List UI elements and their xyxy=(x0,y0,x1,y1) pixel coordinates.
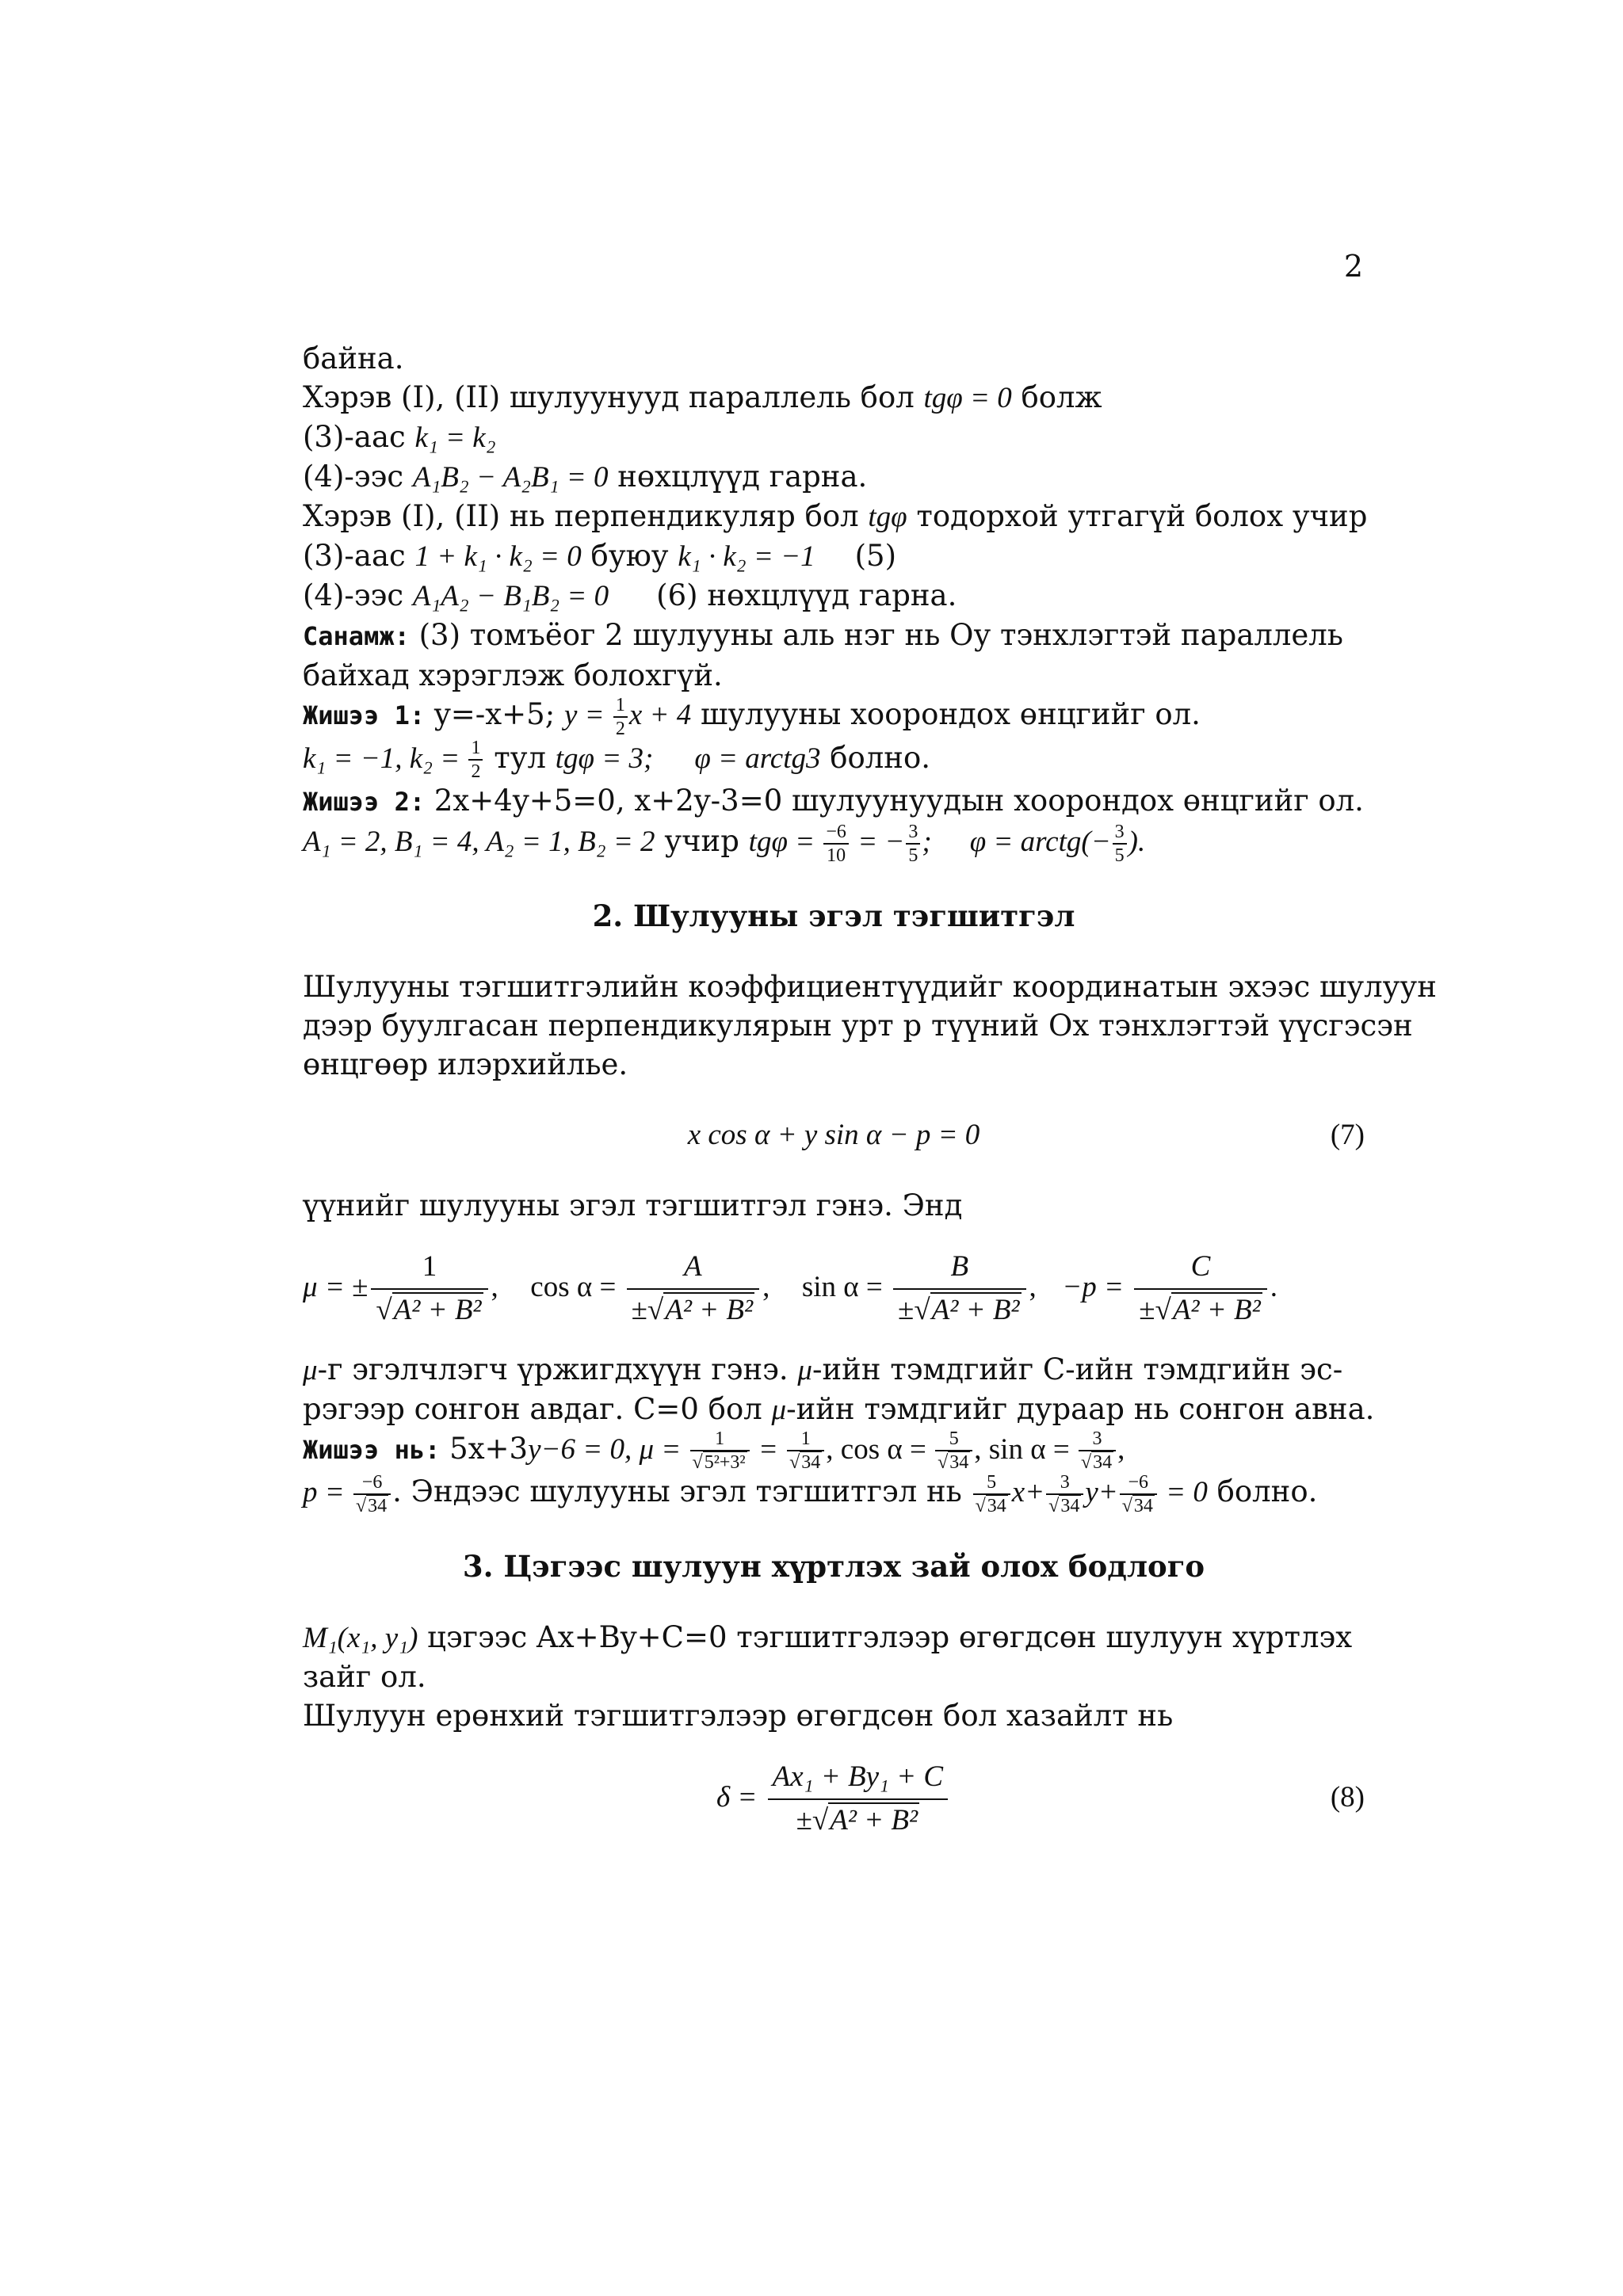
paragraph-line: Шулуун ерөнхий тэгшитгэлээр өгөгдсөн бол хазайлт нь xyxy=(303,1698,1174,1733)
fraction: $\frac{1}{\text{√A² + B²}}$ xyxy=(371,1251,487,1326)
equation-8: δ = $\frac{\text{Ax₁ + By₁ + C}}{\text{±√A² + B²}}$ (8) xyxy=(303,1754,1365,1841)
text-line: (4)-ээс A₁B₂ − A₂B₁ = 0 нөхцлүүд гарна. xyxy=(303,460,868,494)
page-content xyxy=(303,339,1437,1841)
fraction: $\frac{1}{√34}$ xyxy=(787,1429,824,1472)
paragraph-line: рэгээр сонгон авдаг. С=0 бол μ-ийн тэмдгийг дураар нь сонгон авна. xyxy=(303,1391,1375,1426)
fraction: $\frac{C}{\text{±√A² + B²}}$ xyxy=(1134,1251,1266,1326)
example-line: Жишээ нь: 5x+3y−6 = 0, μ = $\frac{1}{\text{√5²+3²}}$ = $\frac{1}{√34}$ , cos α = $\frac{5}{√34}$ , sin α = $\frac{3}{√34}$ , xyxy=(303,1428,1125,1473)
note-line: байхад хэрэглэж болохгүй. xyxy=(303,658,723,692)
section-heading: 3. Цэгээс шулуун хүртлэх зай олох бодлого xyxy=(462,1548,1205,1584)
example-line: Жишээ 2: 2x+4y+5=0, x+2y-3=0 шулуунуудын хоорондох өнцгийг ол. xyxy=(303,784,1364,818)
paragraph-line: Шулууны тэгшитгэлийн коэффициентүүдийг координатын эхээс шулуун xyxy=(303,969,1437,1004)
fraction: $\frac{A}{\text{±√A² + B²}}$ xyxy=(627,1251,759,1326)
example-line: Жишээ 1: y=-x+5; y = $\frac{1}{2}$ x + 4 шулууны хоорондох өнцгийг ол. xyxy=(303,694,1201,739)
text-line: Хэрэв (I), (II) нь перпендикуляр бол tgφ тодорхой утгагүй болох учир xyxy=(303,499,1368,533)
section-heading: 2. Шулууны эгэл тэгшитгэл xyxy=(592,898,1075,933)
equation-7: x cos α + y sin α − p = 0 (7) xyxy=(303,1116,1365,1154)
fraction: $\frac{-6}{√34}$ xyxy=(353,1473,391,1516)
paragraph-line: зайг ол. xyxy=(303,1659,426,1694)
fraction: $\frac{\text{Ax₁ + By₁ + C}}{\text{±√A² + B²}}$ xyxy=(768,1761,948,1836)
text-line: (4)-ээс A₁A₂ − B₁B₂ = 0 (6) нөхцлүүд гарна. xyxy=(303,578,957,612)
fraction: $\frac{3}{√34}$ xyxy=(1046,1473,1083,1516)
equation-number: (7) xyxy=(1330,1118,1365,1151)
fraction: $\frac{1}{2}$ xyxy=(468,738,483,781)
note-line: Санамж: (3) томъёог 2 шулууны аль нэг нь Оу тэнхлэгтэй параллель xyxy=(303,618,1343,652)
text-line: байна. xyxy=(303,341,404,376)
paragraph-line: өнцгөөр илэрхийлье. xyxy=(303,1047,628,1081)
example-line: k₁ = −1, k₂ = $\frac{1}{2}$ тул tgφ = 3; φ = arctg3 болно. xyxy=(303,738,930,782)
fraction: $\frac{3}{√34}$ xyxy=(1079,1429,1116,1472)
example-line: p = $\frac{-6}{√34}$ . Эндээс шулууны эгэл тэгшитгэл нь $\frac{5}{√34}$ x+ $\frac{3}{√34}$ y+ $\frac{-6}{√34}$ = 0 болно. xyxy=(303,1471,1318,1516)
equation-number: (8) xyxy=(1330,1780,1365,1814)
page-number: 2 xyxy=(1343,249,1363,284)
fraction: $\frac{5}{√34}$ xyxy=(935,1429,972,1472)
fraction: $\frac{3}{5}$ xyxy=(906,822,920,865)
fraction: $\frac{B}{\text{±√A² + B²}}$ xyxy=(893,1251,1025,1326)
fraction: $\frac{-6}{√34}$ xyxy=(1120,1473,1157,1516)
paragraph-line: дээр буулгасан перпендикулярын урт p түүний Ох тэнхлэгтэй үүсгэсэн xyxy=(303,1008,1413,1043)
paragraph-line: үүнийг шулууны эгэл тэгшитгэл гэнэ. Энд xyxy=(303,1188,963,1222)
text-line: (3)-аас 1 + k₁ · k₂ = 0 буюу k₁ · k₂ = −1 (5) xyxy=(303,539,897,573)
text-line: Хэрэв (I), (II) шулуунууд параллель бол tgφ = 0 болж xyxy=(303,380,1102,414)
fraction: $\frac{1}{\text{√5²+3²}}$ xyxy=(690,1429,750,1472)
fraction: $\frac{3}{5}$ xyxy=(1113,822,1127,865)
normalizing-formula: μ = ± $\frac{1}{\text{√A² + B²}}$ , cos α = $\frac{A}{\text{±√A² + B²}}$ , sin α = $\frac{B}{\text{±√A² + B²}}$ , −p = $\frac{C}{\text{±√A² + B²}}$ . xyxy=(303,1250,1277,1327)
text-line: (3)-аас k₁ = k₂ xyxy=(303,420,496,454)
paragraph-line: M₁(x₁, y₁) цэгээс Ax+By+C=0 тэгшитгэлээр өгөгдсөн шулуун хүртлэх xyxy=(303,1619,1353,1654)
fraction: $\frac{1}{2}$ xyxy=(613,696,628,738)
fraction: $\frac{5}{√34}$ xyxy=(973,1473,1010,1516)
example-line: A₁ = 2, B₁ = 4, A₂ = 1, B₂ = 2 учир tgφ = $\frac{-6}{10}$ = − $\frac{3}{5}$ ; φ = arctg(− $\frac{3}{5}$ ). xyxy=(303,821,1146,866)
fraction: $\frac{-6}{10}$ xyxy=(823,822,849,865)
paragraph-line: μ-г эгэлчлэгч үржигдхүүн гэнэ. μ-ийн тэмдгийг С-ийн тэмдгийн эс- xyxy=(303,1352,1343,1386)
